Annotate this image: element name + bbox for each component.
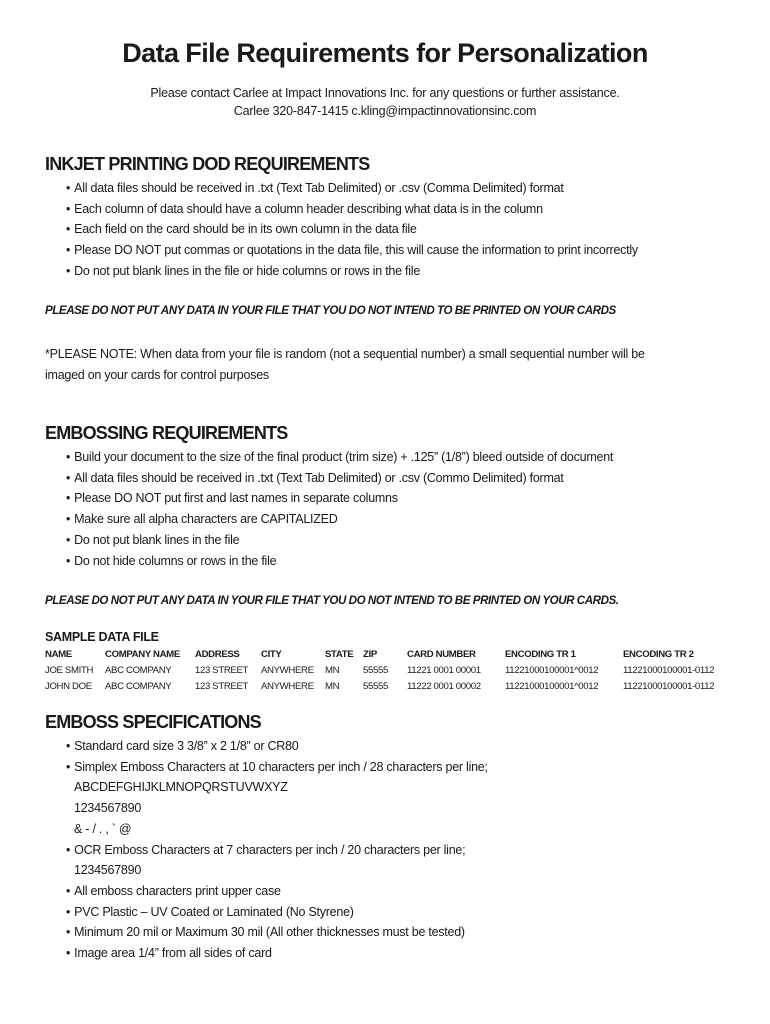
list-item-continuation: ABCDEFGHIJKLMNOPQRSTUVWXYZ [74, 780, 288, 795]
note-line-1: *PLEASE NOTE: When data from your file is random (not a sequential number) a small sequential number will be [45, 347, 645, 361]
column-header: NAME [45, 648, 72, 660]
embossing-warning: PLEASE DO NOT PUT ANY DATA IN YOUR FILE THAT YOU DO NOT INTEND TO BE PRINTED ON YOUR CARDS. [45, 594, 619, 607]
table-cell: ANYWHERE [261, 680, 314, 692]
contact-info [0, 84, 770, 120]
list-item: • Make sure all alpha characters are CAPITALIZED [66, 509, 613, 530]
inkjet-warning: PLEASE DO NOT PUT ANY DATA IN YOUR FILE THAT YOU DO NOT INTEND TO BE PRINTED ON YOUR CARDS [45, 304, 616, 317]
table-cell: 55555 [363, 680, 388, 692]
list-item: • Each column of data should have a column header describing what data is in the column [66, 199, 638, 220]
table-cell: 11221 0001 00001 [407, 664, 481, 676]
sample-data-title: SAMPLE DATA FILE [45, 630, 159, 644]
table-cell: ABC COMPANY [105, 680, 172, 692]
list-item: • Each field on the card should be in its own column in the data file [66, 219, 638, 240]
emboss-specs-list [66, 736, 488, 964]
column-header: ADDRESS [195, 648, 240, 660]
inkjet-heading: INKJET PRINTING DOD REQUIREMENTS [45, 154, 370, 174]
table-cell: 123 STREET [195, 664, 249, 676]
table-cell: ABC COMPANY [105, 664, 172, 676]
list-item: • All data files should be received in .txt (Text Tab Delimited) or .csv (Comma Delimited) format [66, 178, 638, 199]
table-cell: 55555 [363, 664, 388, 676]
list-item: • Standard card size 3 3/8” x 2 1/8” or CR80 [66, 736, 488, 757]
list-item: • All emboss characters print upper case [66, 881, 488, 902]
list-item: • Please DO NOT put commas or quotations in the data file, this will cause the information to print incorrectly [66, 240, 638, 261]
list-item: • Minimum 20 mil or Maximum 30 mil (All other thicknesses must be tested) [66, 922, 488, 943]
list-item-continuation: & - / . , ` @ [74, 821, 132, 836]
list-item: • Do not put blank lines in the file or hide columns or rows in the file [66, 261, 638, 282]
list-item: • PVC Plastic – UV Coated or Laminated (No Styrene) [66, 902, 488, 923]
list-item: • Do not put blank lines in the file [66, 530, 613, 551]
list-item: • Please DO NOT put first and last names in separate columns [66, 488, 613, 509]
contact-line-1: Please contact Carlee at Impact Innovations Inc. for any questions or further assistance. [150, 86, 620, 100]
table-cell: JOHN DOE [45, 680, 92, 692]
column-header: CITY [261, 648, 282, 660]
table-cell: MN [325, 664, 340, 676]
table-cell: 11222 0001 00002 [407, 680, 481, 692]
table-cell: 11221000100001^0012 [505, 664, 599, 676]
table-row [45, 678, 727, 694]
table-row [45, 662, 727, 678]
column-header: ZIP [363, 648, 377, 660]
page-title: Data File Requirements for Personalization [122, 38, 648, 68]
list-item: • All data files should be received in .txt (Text Tab Delimited) or .csv (Commo Delimited) format [66, 468, 613, 489]
column-header: ENCODING TR 2 [623, 648, 694, 660]
inkjet-note [45, 344, 725, 386]
list-item-continuation: 1234567890 [74, 801, 142, 816]
list-item: • Build your document to the size of the final product (trim size) + .125” (1/8”) bleed outside of document [66, 447, 613, 468]
column-header: STATE [325, 648, 354, 660]
table-cell: MN [325, 680, 340, 692]
sample-data-table [45, 646, 727, 694]
inkjet-requirements-list [66, 178, 638, 282]
embossing-heading: EMBOSSING REQUIREMENTS [45, 423, 288, 443]
contact-line-2: Carlee 320-847-1415 c.kling@impactinnovationsinc.com [233, 104, 537, 118]
note-line-2: imaged on your cards for control purposes [45, 368, 269, 382]
embossing-requirements-list [66, 447, 613, 571]
column-header: COMPANY NAME [105, 648, 180, 660]
table-cell: JOE SMITH [45, 664, 94, 676]
emboss-specs-heading: EMBOSS SPECIFICATIONS [45, 712, 261, 732]
table-cell: 123 STREET [195, 680, 249, 692]
table-cell: ANYWHERE [261, 664, 314, 676]
table-cell: 11221000100001-0112 [623, 680, 715, 692]
list-item: • Simplex Emboss Characters at 10 characters per inch / 28 characters per line; [66, 757, 488, 778]
table-cell: 11221000100001^0012 [505, 680, 599, 692]
column-header: ENCODING TR 1 [505, 648, 576, 660]
list-item: • Image area 1/4” from all sides of card [66, 943, 488, 964]
list-item: • Do not hide columns or rows in the file [66, 551, 613, 572]
column-header: CARD NUMBER [407, 648, 476, 660]
table-header-row [45, 646, 727, 662]
list-item: • OCR Emboss Characters at 7 characters per inch / 20 characters per line; [66, 840, 488, 861]
list-item-continuation: 1234567890 [74, 863, 142, 878]
table-cell: 11221000100001-0112 [623, 664, 715, 676]
